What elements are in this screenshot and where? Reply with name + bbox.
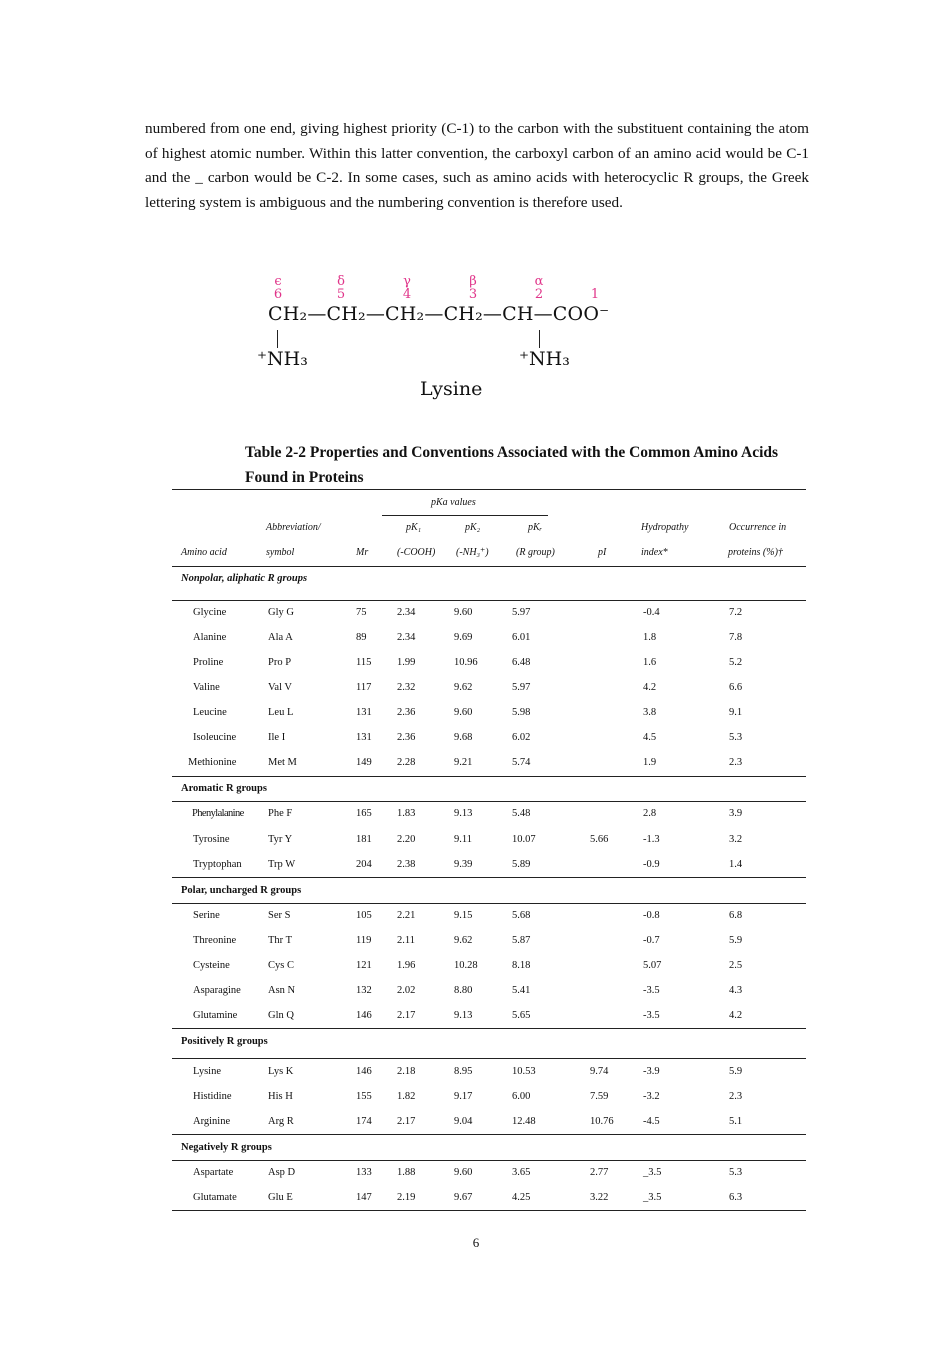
cell-amino-acid: Methionine [188, 757, 237, 768]
cell-pkr: 6.00 [512, 1091, 531, 1102]
cell-amino-acid: Phenylalanine [192, 808, 244, 819]
cell-pk1: 2.11 [397, 935, 415, 946]
figure-name: Lysine [420, 378, 483, 400]
cell-hydropathy: _3.5 [643, 1167, 662, 1178]
header-occurrence: Occurrence in [729, 522, 787, 533]
cell-mr: 204 [356, 859, 372, 870]
header-pkr-group: (R group) [516, 547, 555, 558]
cell-symbol: Gln Q [268, 1010, 294, 1021]
cell-hydropathy: 4.5 [643, 732, 657, 743]
cell-pk2: 9.60 [454, 707, 473, 718]
cell-mr: 155 [356, 1091, 372, 1102]
cell-occurrence: 3.2 [729, 834, 743, 845]
position-label-greek: β [469, 274, 477, 289]
cell-pk2: 9.13 [454, 1010, 473, 1021]
cell-pk1: 2.17 [397, 1010, 416, 1021]
cell-amino-acid: Aspartate [193, 1167, 234, 1178]
cell-pk2: 9.11 [454, 834, 472, 845]
cell-amino-acid: Threonine [193, 935, 237, 946]
section-rule [172, 1058, 806, 1059]
position-label-greek: α [534, 274, 544, 289]
cell-symbol: Met M [268, 757, 297, 768]
header-bottom-rule [172, 566, 806, 567]
cell-pkr: 8.18 [512, 960, 531, 971]
section-rule [172, 903, 806, 904]
cell-amino-acid: Tyrosine [193, 834, 230, 845]
cell-pkr: 5.89 [512, 859, 531, 870]
cell-occurrence: 5.3 [729, 1167, 743, 1178]
cell-pi: 10.76 [590, 1116, 614, 1127]
position-label-greek: γ [403, 274, 411, 289]
cell-pkr: 10.07 [512, 834, 536, 845]
cell-occurrence: 6.8 [729, 910, 743, 921]
cell-mr: 89 [356, 632, 367, 643]
cell-symbol: Ser S [268, 910, 291, 921]
position-label-number: 5 [336, 287, 346, 302]
section-title: Negatively R groups [181, 1142, 272, 1153]
cell-hydropathy: -1.3 [643, 834, 660, 845]
header-hydropathy: Hydropathy [641, 522, 689, 533]
cell-symbol: Lys K [268, 1066, 294, 1077]
page-number: 6 [472, 1235, 480, 1250]
cell-occurrence: 5.9 [729, 935, 743, 946]
cell-pk2: 10.96 [454, 657, 478, 668]
lysine-chain: CH₂—CH₂—CH₂—CH₂—CH—COO⁻ [268, 303, 610, 325]
cell-pi: 2.77 [590, 1167, 609, 1178]
cell-symbol: Trp W [268, 859, 296, 870]
cell-occurrence: 5.2 [729, 657, 743, 668]
lysine-structure-figure [255, 275, 675, 405]
header-pk1: pK₁ [406, 522, 422, 533]
cell-pkr: 12.48 [512, 1116, 536, 1127]
cell-pkr: 5.48 [512, 808, 531, 819]
bond-left [277, 330, 278, 348]
cell-pi: 9.74 [590, 1066, 609, 1077]
cell-amino-acid: Valine [193, 682, 220, 693]
table-caption: Table 2-2 Properties and Conventions Associated with the Common Amino Acids Found in Proteins [245, 444, 779, 486]
cell-mr: 146 [356, 1010, 372, 1021]
cell-pi: 5.66 [590, 834, 609, 845]
cell-mr: 149 [356, 757, 372, 768]
cell-occurrence: 6.3 [729, 1192, 743, 1203]
cell-mr: 115 [356, 657, 372, 668]
cell-pk2: 9.04 [454, 1116, 473, 1127]
cell-pk2: 9.60 [454, 1167, 473, 1178]
cell-hydropathy: _3.5 [643, 1192, 662, 1203]
cell-mr: 174 [356, 1116, 372, 1127]
section-rule [172, 600, 806, 601]
cell-pk2: 9.68 [454, 732, 473, 743]
cell-pk2: 9.17 [454, 1091, 473, 1102]
header-pka-values: pKa values [431, 497, 476, 508]
cell-pk2: 10.28 [454, 960, 478, 971]
cell-pkr: 6.01 [512, 632, 531, 643]
cell-amino-acid: Glutamate [193, 1192, 237, 1203]
cell-pk2: 9.60 [454, 607, 473, 618]
cell-mr: 117 [356, 682, 372, 693]
cell-occurrence: 7.2 [729, 607, 743, 618]
cell-occurrence: 4.3 [729, 985, 743, 996]
amine-left: ⁺NH₃ [257, 348, 308, 370]
header-pkr: pKᵣ [528, 522, 543, 533]
cell-amino-acid: Asparagine [193, 985, 241, 996]
cell-hydropathy: 1.6 [643, 657, 657, 668]
cell-mr: 146 [356, 1066, 372, 1077]
bond-right [539, 330, 540, 348]
cell-occurrence: 3.9 [729, 808, 743, 819]
cell-symbol: Tyr Y [268, 834, 293, 845]
cell-hydropathy: -0.8 [643, 910, 660, 921]
cell-hydropathy: 5.07 [643, 960, 662, 971]
cell-symbol: Gly G [268, 607, 294, 618]
cell-pkr: 5.65 [512, 1010, 531, 1021]
cell-hydropathy: 1.8 [643, 632, 657, 643]
cell-hydropathy: 4.2 [643, 682, 657, 693]
header-occurrence-proteins: proteins (%)† [728, 547, 783, 558]
header-mr: Mr [356, 547, 369, 558]
cell-pk1: 2.20 [397, 834, 416, 845]
cell-pkr: 5.74 [512, 757, 531, 768]
position-label-number: 3 [468, 287, 478, 302]
cell-mr: 131 [356, 732, 372, 743]
cell-pk1: 1.88 [397, 1167, 416, 1178]
cell-hydropathy: -4.5 [643, 1116, 660, 1127]
cell-hydropathy: -0.4 [643, 607, 660, 618]
cell-pk1: 2.18 [397, 1066, 416, 1077]
cell-pk2: 8.95 [454, 1066, 473, 1077]
cell-pk1: 2.02 [397, 985, 416, 996]
cell-pk1: 2.28 [397, 757, 416, 768]
header-hydropathy-index: index* [641, 547, 668, 558]
header-amino-acid: Amino acid [181, 547, 227, 558]
cell-pkr: 5.87 [512, 935, 531, 946]
cell-occurrence: 2.5 [729, 960, 743, 971]
cell-occurrence: 1.4 [729, 859, 743, 870]
cell-symbol: His H [268, 1091, 293, 1102]
cell-symbol: Val V [268, 682, 293, 693]
cell-pk2: 9.62 [454, 682, 473, 693]
position-label-number: 6 [273, 287, 283, 302]
section-bottom-rule [172, 1028, 806, 1029]
cell-amino-acid: Glutamine [193, 1010, 238, 1021]
cell-amino-acid: Proline [193, 657, 224, 668]
table-top-rule [172, 489, 806, 490]
cell-pk2: 9.39 [454, 859, 473, 870]
cell-amino-acid: Tryptophan [193, 859, 242, 870]
cell-amino-acid: Arginine [193, 1116, 231, 1127]
cell-amino-acid: Glycine [193, 607, 227, 618]
section-bottom-rule [172, 1210, 806, 1211]
cell-pk1: 2.36 [397, 732, 416, 743]
pka-group-rule [382, 515, 548, 516]
position-label-number: 2 [534, 287, 544, 302]
cell-pk1: 1.96 [397, 960, 416, 971]
body-paragraph: numbered from one end, giving highest priority (C-1) to the carbon with the substituent containing the atom of highest atomic number. Within this latter convention, the carboxyl carbon of an amino acid would be C-1 and the _ carbon would be C-2. In some cases, such as amino acids with heterocyclic R groups, the Greek lettering system is ambiguous and the numbering convention is therefore used. [145, 120, 809, 211]
cell-hydropathy: 3.8 [643, 707, 657, 718]
header-pk2-group: (-NH₃⁺) [456, 547, 489, 558]
cell-mr: 165 [356, 808, 372, 819]
section-title: Positively R groups [181, 1036, 268, 1047]
cell-pk1: 2.34 [397, 607, 416, 618]
cell-pkr: 5.98 [512, 707, 531, 718]
cell-pk2: 8.80 [454, 985, 473, 996]
cell-pk1: 1.82 [397, 1091, 416, 1102]
cell-mr: 105 [356, 910, 372, 921]
header-pk1-group: (-COOH) [397, 547, 436, 558]
section-title: Aromatic R groups [181, 783, 267, 794]
cell-pk2: 9.67 [454, 1192, 473, 1203]
cell-mr: 133 [356, 1167, 372, 1178]
cell-pi: 7.59 [590, 1091, 609, 1102]
cell-mr: 75 [356, 607, 367, 618]
position-label-number: 1 [590, 287, 600, 302]
cell-occurrence: 2.3 [729, 1091, 743, 1102]
cell-occurrence: 5.3 [729, 732, 743, 743]
cell-pk2: 9.69 [454, 632, 473, 643]
cell-pk1: 1.99 [397, 657, 416, 668]
cell-hydropathy: 1.9 [643, 757, 657, 768]
cell-pkr: 10.53 [512, 1066, 536, 1077]
header-symbol: symbol [266, 547, 295, 558]
cell-symbol: Asp D [268, 1167, 296, 1178]
section-title: Nonpolar, aliphatic R groups [181, 573, 308, 584]
cell-hydropathy: -3.9 [643, 1066, 660, 1077]
cell-hydropathy: -3.2 [643, 1091, 660, 1102]
position-label-greek: ϵ [274, 274, 282, 289]
cell-symbol: Asn N [268, 985, 296, 996]
section-bottom-rule [172, 776, 806, 777]
section-rule [172, 801, 806, 802]
cell-mr: 181 [356, 834, 372, 845]
cell-amino-acid: Leucine [193, 707, 227, 718]
cell-pkr: 5.97 [512, 682, 531, 693]
cell-pk2: 9.13 [454, 808, 473, 819]
cell-occurrence: 5.1 [729, 1116, 743, 1127]
cell-pkr: 4.25 [512, 1192, 531, 1203]
cell-pkr: 6.48 [512, 657, 531, 668]
cell-pk2: 9.15 [454, 910, 473, 921]
cell-symbol: Ala A [268, 632, 293, 643]
cell-pkr: 3.65 [512, 1167, 531, 1178]
cell-pkr: 6.02 [512, 732, 531, 743]
cell-hydropathy: -0.9 [643, 859, 660, 870]
cell-amino-acid: Lysine [193, 1066, 221, 1077]
cell-pk1: 2.32 [397, 682, 416, 693]
cell-symbol: Thr T [268, 935, 293, 946]
cell-pk2: 9.21 [454, 757, 473, 768]
position-label-greek: δ [337, 274, 345, 289]
amine-right: ⁺NH₃ [519, 348, 570, 370]
cell-symbol: Cys C [268, 960, 294, 971]
header-pk2: pK₂ [465, 522, 481, 533]
cell-occurrence: 4.2 [729, 1010, 743, 1021]
section-bottom-rule [172, 877, 806, 878]
cell-symbol: Arg R [268, 1116, 294, 1127]
cell-amino-acid: Histidine [193, 1091, 232, 1102]
section-title: Polar, uncharged R groups [181, 885, 302, 896]
cell-mr: 132 [356, 985, 372, 996]
cell-symbol: Pro P [268, 657, 292, 668]
cell-amino-acid: Isoleucine [193, 732, 237, 743]
cell-pk1: 1.83 [397, 808, 416, 819]
cell-pk1: 2.21 [397, 910, 416, 921]
header-abbreviation: Abbreviation/ [266, 522, 321, 533]
cell-occurrence: 9.1 [729, 707, 743, 718]
cell-amino-acid: Alanine [193, 632, 227, 643]
cell-symbol: Ile I [268, 732, 286, 743]
cell-pk1: 2.34 [397, 632, 416, 643]
cell-occurrence: 2.3 [729, 757, 743, 768]
cell-pkr: 5.41 [512, 985, 531, 996]
cell-mr: 119 [356, 935, 372, 946]
cell-pk1: 2.19 [397, 1192, 416, 1203]
cell-symbol: Glu E [268, 1192, 293, 1203]
cell-hydropathy: 2.8 [643, 808, 657, 819]
cell-amino-acid: Cysteine [193, 960, 230, 971]
cell-symbol: Phe F [268, 808, 293, 819]
cell-pkr: 5.68 [512, 910, 531, 921]
cell-occurrence: 7.8 [729, 632, 743, 643]
section-rule [172, 1160, 806, 1161]
cell-hydropathy: -0.7 [643, 935, 660, 946]
cell-pk1: 2.38 [397, 859, 416, 870]
cell-hydropathy: -3.5 [643, 985, 660, 996]
cell-mr: 147 [356, 1192, 372, 1203]
position-label-number: 4 [402, 287, 412, 302]
cell-pkr: 5.97 [512, 607, 531, 618]
cell-pi: 3.22 [590, 1192, 609, 1203]
cell-mr: 121 [356, 960, 372, 971]
cell-occurrence: 6.6 [729, 682, 743, 693]
header-pi: pI [598, 547, 607, 558]
cell-occurrence: 5.9 [729, 1066, 743, 1077]
cell-symbol: Leu L [268, 707, 294, 718]
cell-mr: 131 [356, 707, 372, 718]
cell-pk2: 9.62 [454, 935, 473, 946]
cell-amino-acid: Serine [193, 910, 220, 921]
cell-pk1: 2.36 [397, 707, 416, 718]
cell-pk1: 2.17 [397, 1116, 416, 1127]
section-bottom-rule [172, 1134, 806, 1135]
cell-hydropathy: -3.5 [643, 1010, 660, 1021]
